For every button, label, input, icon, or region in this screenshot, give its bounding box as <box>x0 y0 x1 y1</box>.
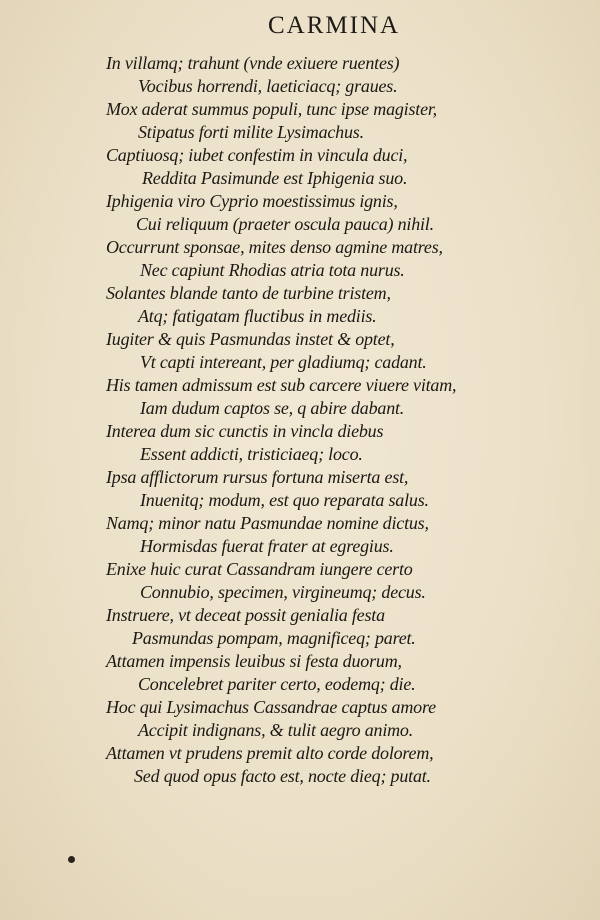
verse-line: Occurrunt sponsae, mites denso agmine matres, <box>106 237 443 257</box>
verse-line: Stipatus forti milite Lysimachus. <box>138 122 364 142</box>
verse-line: Solantes blande tanto de turbine tristem, <box>106 283 391 303</box>
verse-line: Essent addicti, tristiciaeq; loco. <box>140 444 363 464</box>
verse-line: Vocibus horrendi, laeticiacq; graues. <box>138 76 398 96</box>
verse-line: Connubio, specimen, virgineumq; decus. <box>140 582 426 602</box>
verse-line: Iphigenia viro Cyprio moestissimus ignis, <box>106 191 398 211</box>
verse-line: Concelebret pariter certo, eodemq; die. <box>138 674 416 694</box>
verse-line: Vt capti intereant, per gladiumq; cadant. <box>140 352 427 372</box>
verse-line: Iugiter & quis Pasmundas instet & optet, <box>106 329 395 349</box>
verse-line: Hoc qui Lysimachus Cassandrae captus amore <box>106 697 436 717</box>
verse-line: Hormisdas fuerat frater at egregius. <box>140 536 394 556</box>
verse-line: His tamen admissum est sub carcere viuere vitam, <box>106 375 457 395</box>
verse-line: Reddita Pasimunde est Iphigenia suo. <box>142 168 408 188</box>
page-header <box>0 8 600 44</box>
verse-line: Iam dudum captos se, q abire dabant. <box>140 398 405 418</box>
verse-line: Nec capiunt Rhodias atria tota nurus. <box>140 260 405 280</box>
verse-line: Atq; fatigatam fluctibus in mediis. <box>138 306 377 326</box>
verse-line: Inuenitq; modum, est quo reparata salus. <box>140 490 429 510</box>
verse-line: Pasmundas pompam, magnificeq; paret. <box>132 628 416 648</box>
verse-line: In villamq; trahunt (vnde exiuere ruentes) <box>106 53 400 73</box>
verse-line: Sed quod opus facto est, nocte dieq; putat. <box>134 766 431 786</box>
verse-line: Captiuosq; iubet confestim in vincula duci, <box>106 145 408 165</box>
verse-line: Instruere, vt deceat possit genialia festa <box>106 605 385 625</box>
verse-line: Attamen vt prudens premit alto corde dolorem, <box>106 743 434 763</box>
verse-line: Ipsa afflictorum rursus fortuna miserta est, <box>106 467 409 487</box>
verse-line: Cui reliquum (praeter oscula pauca) nihil. <box>136 214 434 234</box>
running-title: CARMINA <box>268 12 401 39</box>
ink-spot <box>68 856 75 863</box>
verse-line: Interea dum sic cunctis in vincla diebus <box>106 421 384 441</box>
verse-line: Enixe huic curat Cassandram iungere certo <box>106 559 413 579</box>
verse-line: Namq; minor natu Pasmundae nomine dictus, <box>106 513 429 533</box>
verse-line: Accipit indignans, & tulit aegro animo. <box>138 720 414 740</box>
verse-line: Mox aderat summus populi, tunc ipse magister, <box>106 99 437 119</box>
verse-line: Attamen impensis leuibus si festa duorum, <box>106 651 402 671</box>
